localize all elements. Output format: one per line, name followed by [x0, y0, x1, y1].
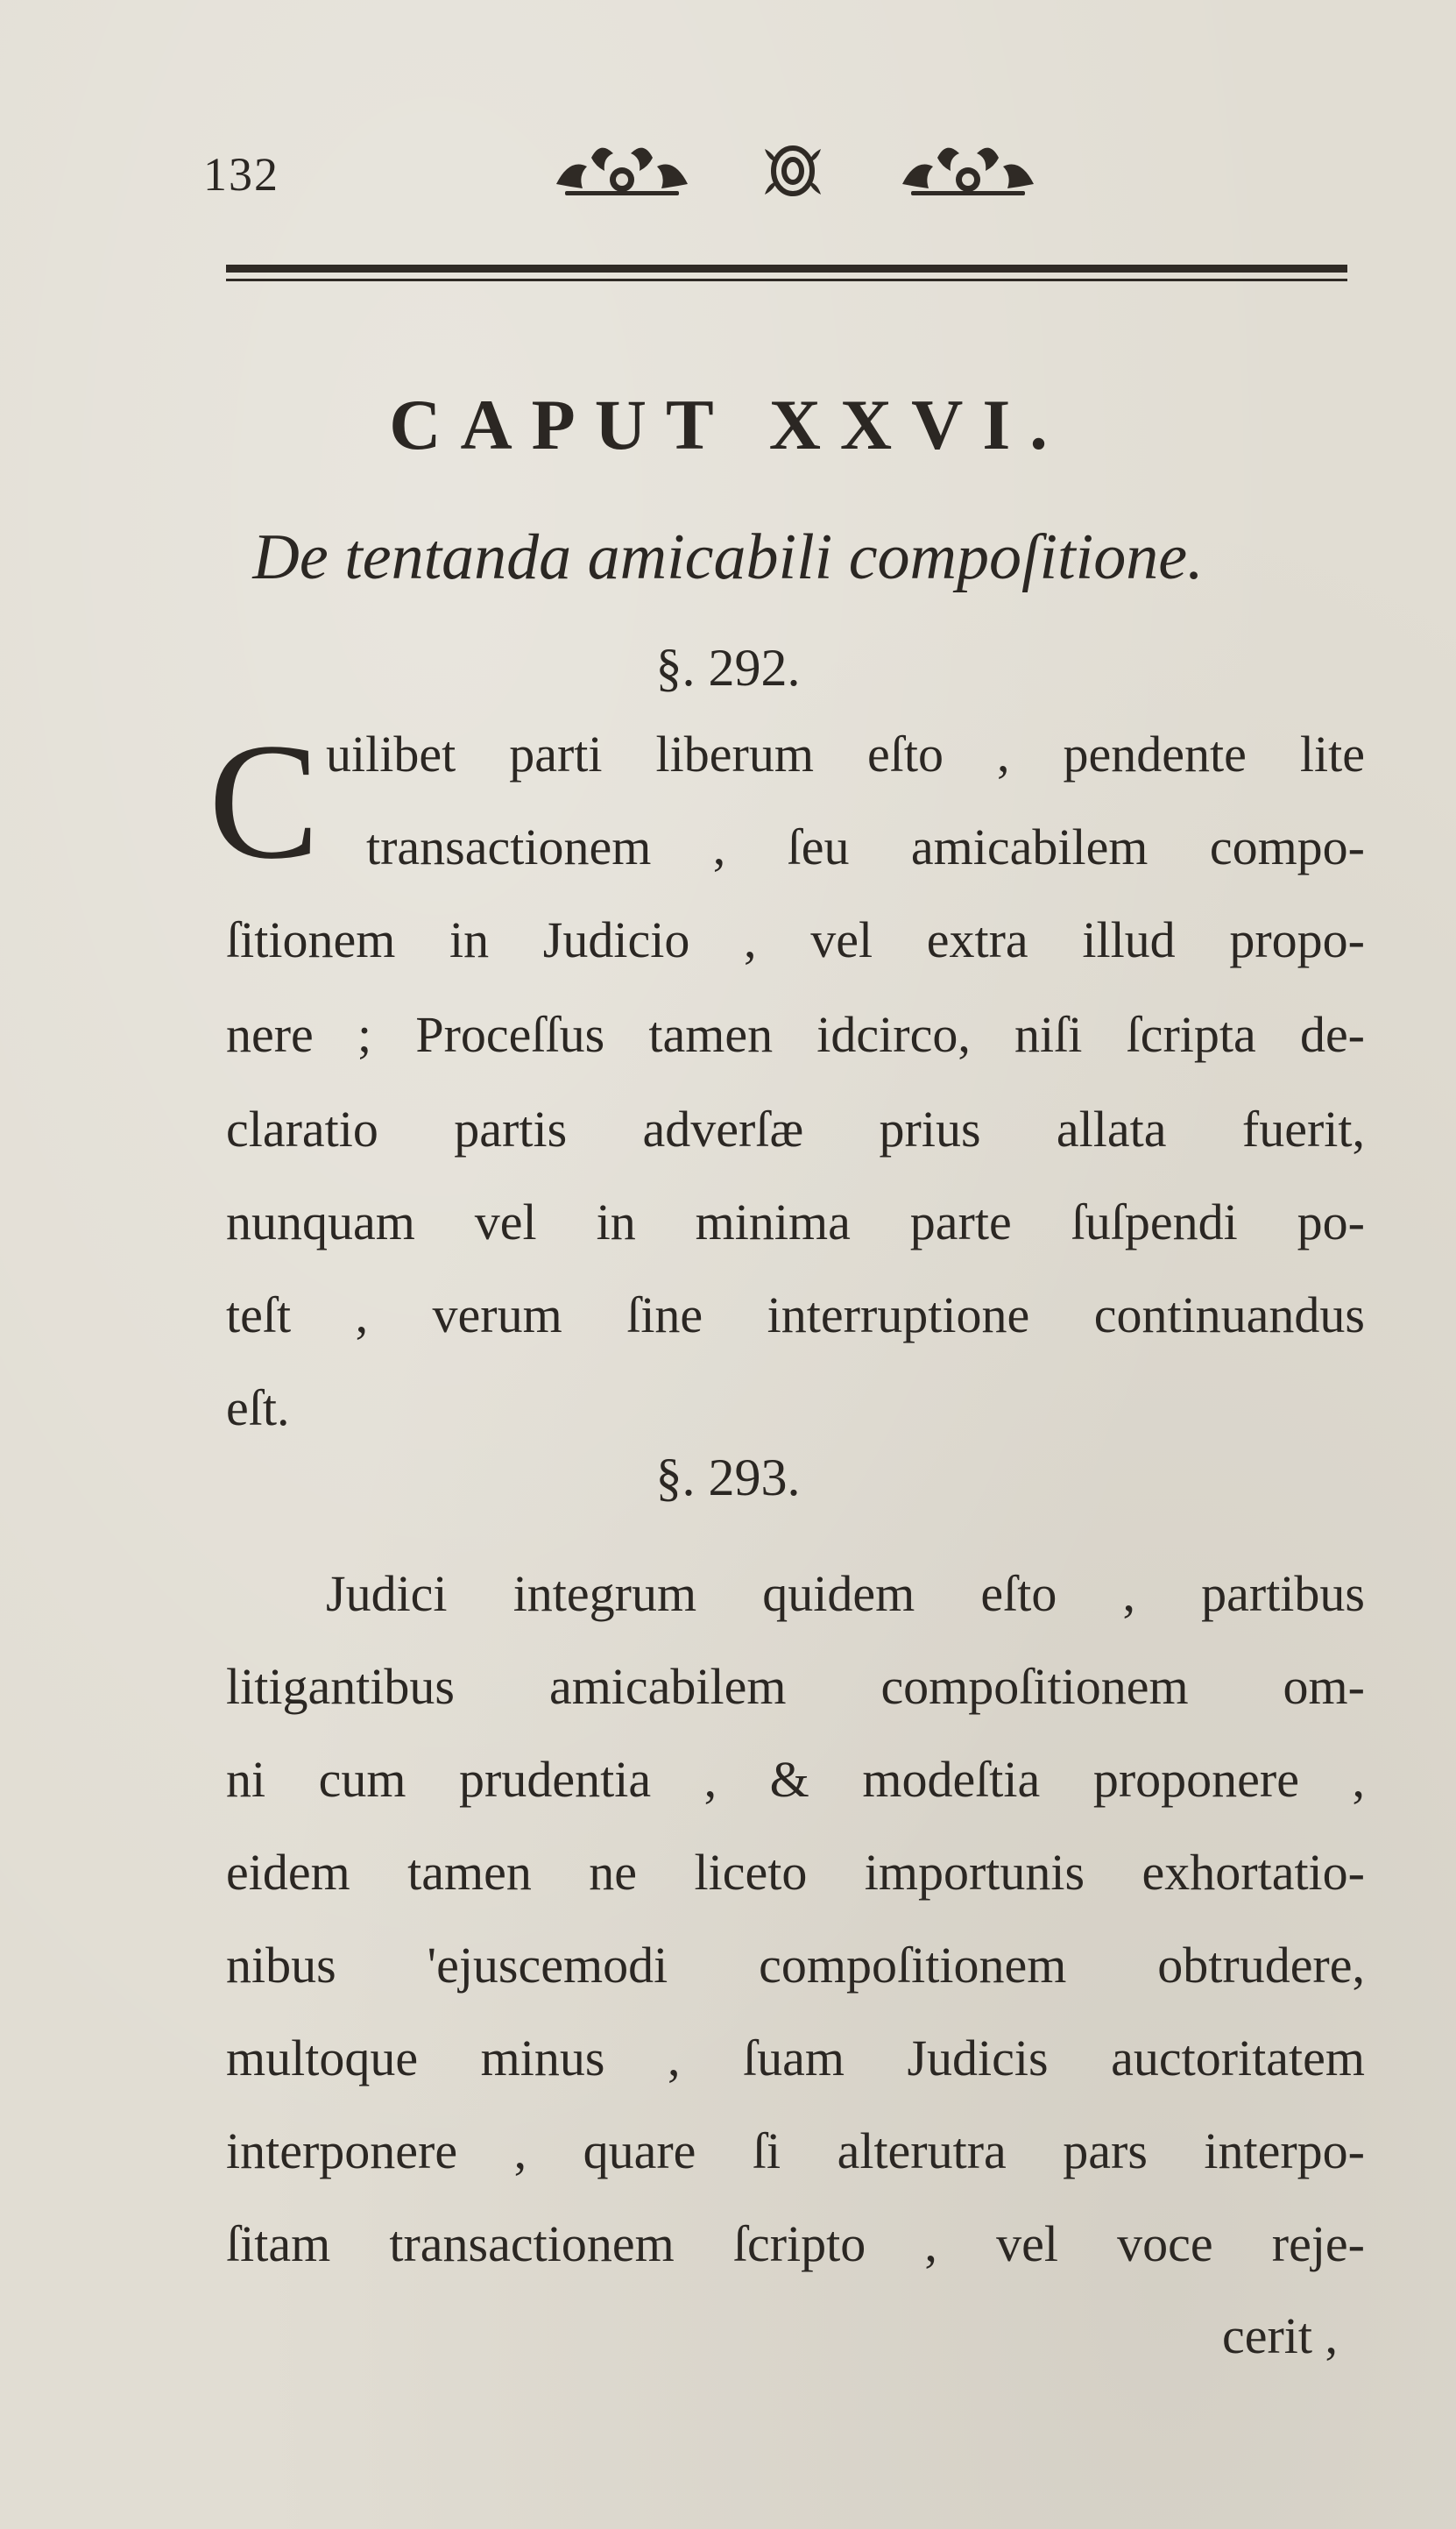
- paragraph-line: nibus 'ejuscemodi compoſitionem obtrudere,: [226, 1937, 1365, 1994]
- paragraph-line: transactionem , ſeu amicabilem compo-: [366, 818, 1365, 875]
- catchword: cerit ,: [1222, 2307, 1339, 2364]
- section-mark-292: §. 292.: [655, 639, 801, 697]
- foliate-ornament-left-icon: [548, 131, 696, 210]
- paragraph-line: claratio partis adverſæ prius allata fuerit,: [226, 1101, 1365, 1158]
- drop-cap: C: [209, 710, 320, 894]
- header-rule-thick: [226, 265, 1347, 273]
- paragraph-line: ſitionem in Judicio , vel extra illud propo-: [226, 911, 1365, 968]
- header-rule-thin: [226, 279, 1347, 281]
- paragraph-line: litigantibus amicabilem compoſitionem om-: [226, 1658, 1365, 1715]
- paragraph-line: uilibet parti liberum eſto , pendente lite: [326, 726, 1365, 783]
- section-mark-293: §. 293.: [655, 1449, 801, 1506]
- paragraph-line: nunquam vel in minima parte ſuſpendi po-: [226, 1194, 1365, 1250]
- rosette-ornament-icon: [758, 131, 828, 210]
- paragraph-line: multoque minus , ſuam Judicis auctoritatem: [226, 2030, 1365, 2086]
- paragraph-line: eidem tamen ne liceto importunis exhortatio-: [226, 1844, 1365, 1901]
- paragraph-line: ni cum prudentia , & modeſtia proponere ,: [226, 1751, 1365, 1808]
- paragraph-line: interponere , quare ſi alterutra pars interpo-: [226, 2122, 1365, 2179]
- foliate-ornament-right-icon: [894, 131, 1043, 210]
- paragraph-line: teſt , verum ſine interruptione continuandus: [226, 1286, 1365, 1343]
- paragraph-line: nere ; Proceſſus tamen idcirco, niſi ſcripta de-: [226, 1006, 1365, 1063]
- page-number: 132: [203, 148, 279, 201]
- paragraph-line: eſt.: [226, 1379, 290, 1436]
- chapter-title: CAPUT XXVI.: [389, 385, 1067, 464]
- paragraph-line: Judici integrum quidem eſto , partibus: [326, 1565, 1365, 1622]
- chapter-subtitle: De tentanda amicabili compoſitione.: [252, 521, 1204, 593]
- paragraph-line: ſitam transactionem ſcripto , vel voce reje-: [226, 2215, 1365, 2272]
